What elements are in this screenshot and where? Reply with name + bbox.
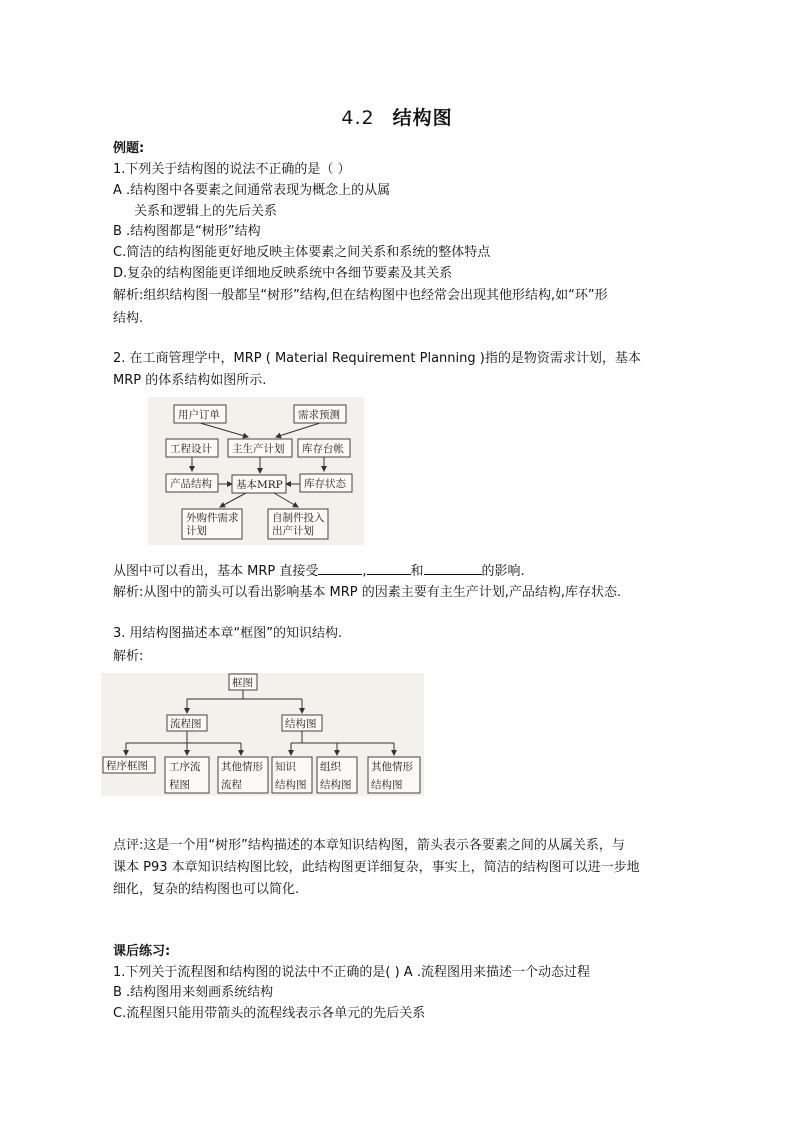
- knowledge-label-1: 知识: [275, 761, 296, 773]
- structure-chart-label: 结构图: [285, 718, 317, 730]
- q1-stem: 1.下列关于结构图的说法不正确的是（ ）: [113, 162, 351, 177]
- other-struct-label-1: 其他情形: [371, 761, 413, 773]
- q1-option-d: D.复杂的结构图能更详细地反映系统中各细节要素及其关系: [113, 266, 453, 281]
- root-label: 框图: [232, 677, 253, 689]
- q1-analysis: 解析:组织结构图一般都呈“树形”结构,但在结构图中也经常会出现其他形结构,如“环”形: [113, 288, 608, 303]
- program-flow-label: 程序框图: [106, 760, 148, 772]
- q2-fill-sep1: ,: [362, 564, 367, 579]
- mrp-diagram: [148, 397, 364, 545]
- q3-comment-cont-2: 细化，复杂的结构图也可以简化.: [113, 882, 300, 897]
- inventory-ledger-label: 库存台帐: [302, 443, 344, 455]
- framework-diagram: [101, 673, 424, 796]
- arrow-forecast-to-master: [276, 423, 320, 437]
- selfmade-plan-label-2: 出产计划: [272, 525, 314, 537]
- arrow-order-to-master: [200, 423, 248, 437]
- exercise-q1-option-c: C.流程图只能用带箭头的流程线表示各单元的先后关系: [113, 1006, 426, 1021]
- org-label-1: 组织: [320, 761, 341, 773]
- org-label-2: 结构图: [320, 779, 352, 791]
- q3-comment: 点评:这是一个用“树形”结构描述的本章知识结构图，箭头表示各要素之间的从属关系，与: [113, 838, 625, 853]
- master-plan-label: 主生产计划: [232, 443, 285, 455]
- page-title: [0, 103, 794, 130]
- exercise-q1-stem: 1.下列关于流程图和结构图的说法中不正确的是( ) A .流程图用来描述一个动态过程: [113, 965, 590, 980]
- exercise-heading: 课后练习:: [113, 944, 171, 959]
- knowledge-label-2: 结构图: [275, 779, 307, 791]
- purchase-plan-label-2: 计划: [186, 525, 207, 537]
- q1-option-a-cont: 关系和逻辑上的先后关系: [134, 204, 278, 219]
- other-struct-label-2: 结构图: [371, 779, 403, 791]
- section-number: 4.2: [341, 107, 375, 129]
- arrow-mrp-to-selfmade: [274, 493, 298, 507]
- answer-blank-3: [424, 562, 482, 575]
- purchase-plan-label-1: 外购件需求: [186, 512, 239, 524]
- user-order-label: 用户订单: [178, 409, 220, 421]
- q2-fill-sep2: 和: [410, 564, 424, 579]
- q2-fill-suffix: 的影响.: [481, 564, 525, 579]
- q3-comment-cont-1: 课本 P93 本章知识结构图比较，此结构图更详细复杂，事实上，简洁的结构图可以进一步地: [113, 860, 640, 875]
- q2-fill-blank: [113, 562, 525, 581]
- q3-analysis-label: 解析:: [113, 649, 144, 664]
- q1-option-c: C.简洁的结构图能更好地反映主体要素之间关系和系统的整体特点: [113, 245, 491, 260]
- basic-mrp-label: 基本MRP: [236, 479, 283, 491]
- exercise-q1-option-b: B .结构图用来刻画系统结构: [113, 985, 274, 1000]
- inventory-status-label: 库存状态: [304, 478, 346, 490]
- process-flow-label-2: 程图: [169, 779, 190, 791]
- product-structure-label: 产品结构: [170, 478, 212, 490]
- engineering-design-label: 工程设计: [170, 443, 212, 455]
- flowchart-label: 流程图: [170, 718, 202, 730]
- selfmade-plan-label-1: 自制件投入: [272, 512, 325, 524]
- example-heading: 例题:: [113, 141, 145, 156]
- process-flow-label-1: 工序流: [169, 761, 201, 773]
- q2-fill-prefix: 从图中可以看出，基本 MRP 直接受: [113, 564, 319, 579]
- demand-forecast-label: 需求预测: [298, 409, 340, 421]
- other-flow-label-1: 其他情形: [221, 761, 263, 773]
- q2-stem-text: 2. 在工商管理学中，MRP ( Material Requirement Planning )指的是物资需求计划，基本: [113, 351, 641, 366]
- answer-blank-2: [367, 562, 411, 575]
- q1-option-a: A .结构图中各要素之间通常表现为概念上的从属: [113, 183, 391, 198]
- q1-analysis-cont: 结构.: [113, 311, 144, 326]
- q2-stem-cont: MRP 的体系结构如图所示.: [113, 373, 267, 388]
- answer-blank-1: [318, 562, 362, 575]
- other-flow-label-2: 流程: [221, 779, 242, 791]
- section-title: 结构图: [392, 107, 453, 129]
- q3-stem: 3. 用结构图描述本章“框图”的知识结构.: [113, 626, 343, 641]
- q1-option-b: B .结构图都是“树形”结构: [113, 224, 261, 239]
- q2-stem: [113, 350, 641, 368]
- arrow-mrp-to-purchase: [220, 493, 246, 507]
- q2-analysis: 解析:从图中的箭头可以看出影响基本 MRP 的因素主要有主生产计划,产品结构,库存状态.: [113, 585, 622, 600]
